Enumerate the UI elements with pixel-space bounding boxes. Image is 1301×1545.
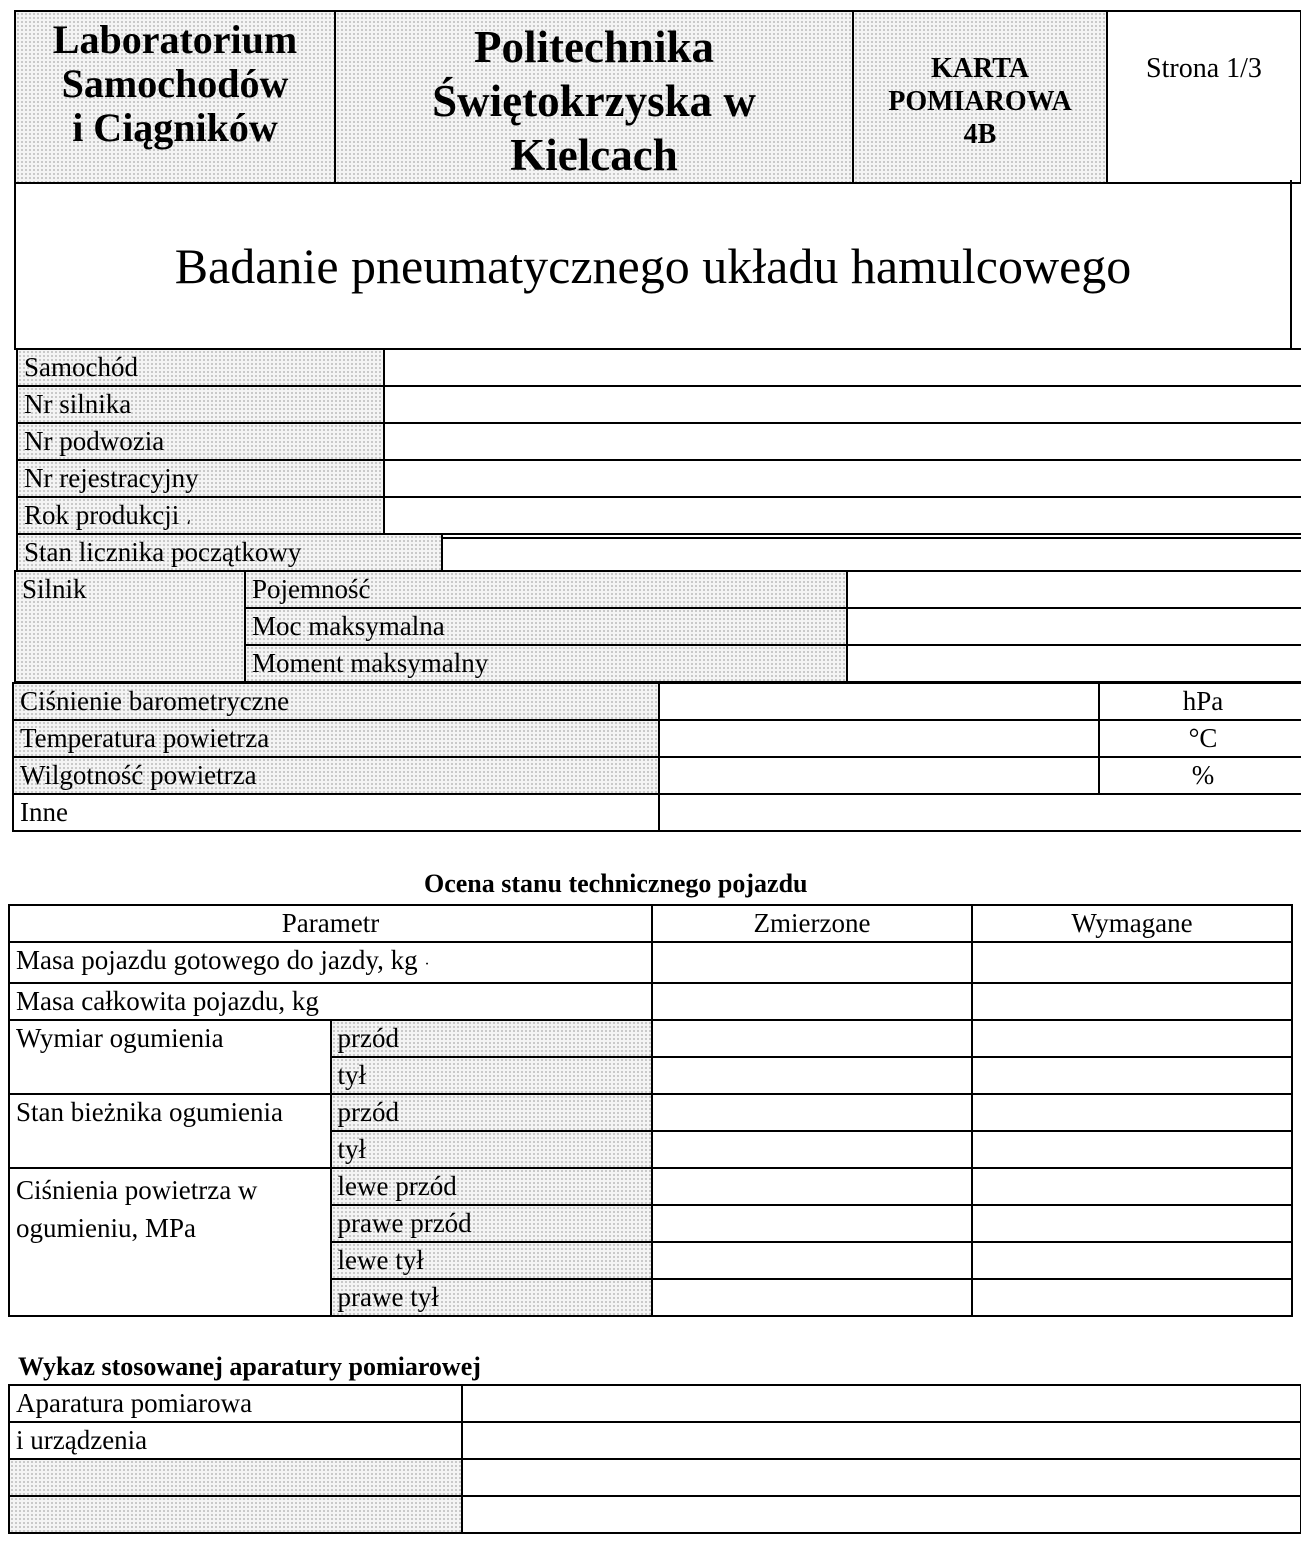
lab-name-line2: Samochodów <box>61 61 289 106</box>
lab-name-cell <box>15 11 335 183</box>
right-rear-required[interactable] <box>972 1279 1292 1316</box>
measurement-card-cell <box>853 11 1107 183</box>
vehicle-table-1 <box>16 348 1301 539</box>
left-front-measured[interactable] <box>652 1168 972 1205</box>
chassis-no-label: Nr podwozia <box>17 423 384 460</box>
equipment-caption: Wykaz stosowanej aparatury pomiarowej <box>18 1352 481 1381</box>
card-number: 4B <box>963 119 997 150</box>
odometer-value[interactable] <box>442 534 1301 571</box>
header-table <box>14 10 1301 184</box>
tire-size-front-measured[interactable] <box>652 1020 972 1057</box>
tire-size-front-label: przód <box>331 1020 653 1057</box>
production-year-label: Rok produkcji ، <box>17 497 384 538</box>
equipment-label-4[interactable] <box>9 1496 462 1533</box>
car-value[interactable] <box>384 349 1301 386</box>
right-rear-label: prawe tył <box>331 1279 653 1316</box>
temperature-unit: °C <box>1099 720 1301 757</box>
left-front-required[interactable] <box>972 1168 1292 1205</box>
equipment-value-1[interactable] <box>462 1385 1301 1422</box>
page-number-cell <box>1107 11 1301 183</box>
tread-rear-measured[interactable] <box>652 1131 972 1168</box>
stray-mark: ، <box>186 511 192 528</box>
engine-label: Silnik <box>15 571 245 682</box>
left-rear-measured[interactable] <box>652 1242 972 1279</box>
mass-total-required[interactable] <box>972 983 1292 1020</box>
mass-ready-required[interactable] <box>972 942 1292 983</box>
tire-size-label: Wymiar ogumienia <box>9 1020 331 1094</box>
tread-state-label: Stan bieżnika ogumienia <box>9 1094 331 1168</box>
col-required-header: Wymagane <box>972 905 1292 942</box>
right-rear-measured[interactable] <box>652 1279 972 1316</box>
temperature-label: Temperatura powietrza <box>13 720 659 757</box>
lab-name-line3: i Ciągników <box>72 105 278 150</box>
assessment-table <box>8 904 1293 1317</box>
engine-table <box>14 570 1301 683</box>
university-name-line3: Kielcach <box>510 130 678 180</box>
left-rear-required[interactable] <box>972 1242 1292 1279</box>
university-name-cell <box>335 11 853 183</box>
engine-no-value[interactable] <box>384 386 1301 423</box>
stray-dot: · <box>424 956 430 973</box>
right-front-measured[interactable] <box>652 1205 972 1242</box>
equipment-table <box>8 1384 1301 1534</box>
tire-size-rear-measured[interactable] <box>652 1057 972 1094</box>
right-front-label: prawe przód <box>331 1205 653 1242</box>
equipment-label-line1: Aparatura pomiarowa <box>9 1385 462 1422</box>
assessment-caption: Ocena stanu technicznego pojazdu <box>424 869 808 898</box>
equipment-label-line2: i urządzenia <box>9 1422 462 1459</box>
university-name-line1: Politechnika <box>473 22 714 72</box>
document-title: Badanie pneumatycznego układu hamulcowego <box>174 238 1132 294</box>
lab-name-line1: Laboratorium <box>52 17 298 62</box>
registration-no-value[interactable] <box>384 460 1301 497</box>
col-parameter-header: Parametr <box>9 905 652 942</box>
max-torque-value[interactable] <box>847 645 1301 682</box>
tire-size-rear-label: tył <box>331 1057 653 1094</box>
capacity-label: Pojemność <box>245 571 847 608</box>
tread-rear-label: tył <box>331 1131 653 1168</box>
tread-front-measured[interactable] <box>652 1094 972 1131</box>
equipment-value-4[interactable] <box>462 1496 1301 1533</box>
mass-ready-measured[interactable] <box>652 942 972 983</box>
production-year-value[interactable] <box>384 497 1301 538</box>
card-title-line1: KARTA <box>930 53 1030 84</box>
humidity-label: Wilgotność powietrza <box>13 757 659 794</box>
tire-size-rear-required[interactable] <box>972 1057 1292 1094</box>
left-rear-label: lewe tył <box>331 1242 653 1279</box>
other-value[interactable] <box>659 794 1301 831</box>
tread-rear-required[interactable] <box>972 1131 1292 1168</box>
page-number: Strona 1/3 <box>1146 53 1262 84</box>
pressure-unit: hPa <box>1099 683 1301 720</box>
max-power-label: Moc maksymalna <box>245 608 847 645</box>
capacity-value[interactable] <box>847 571 1301 608</box>
max-torque-label: Moment maksymalny <box>245 645 847 682</box>
card-title-line2: POMIAROWA <box>888 86 1072 117</box>
tread-front-label: przód <box>331 1094 653 1131</box>
tire-pressure-label: Ciśnienia powietrza w ogumieniu, MPa <box>9 1168 331 1316</box>
vehicle-table-2 <box>16 533 1301 572</box>
other-label: Inne <box>13 794 659 831</box>
pressure-value[interactable] <box>659 683 1099 720</box>
col-measured-header: Zmierzone <box>652 905 972 942</box>
document-title-box <box>14 180 1292 350</box>
university-name-line2: Świętokrzyska w <box>432 76 756 126</box>
temperature-value[interactable] <box>659 720 1099 757</box>
chassis-no-value[interactable] <box>384 423 1301 460</box>
mass-ready-label: Masa pojazdu gotowego do jazdy, kg · <box>9 942 652 983</box>
odometer-label: Stan licznika początkowy <box>17 534 442 571</box>
right-front-required[interactable] <box>972 1205 1292 1242</box>
equipment-value-3[interactable] <box>462 1459 1301 1496</box>
equipment-value-2[interactable] <box>462 1422 1301 1459</box>
tread-front-required[interactable] <box>972 1094 1292 1131</box>
mass-total-measured[interactable] <box>652 983 972 1020</box>
equipment-label-3[interactable] <box>9 1459 462 1496</box>
tire-size-front-required[interactable] <box>972 1020 1292 1057</box>
humidity-value[interactable] <box>659 757 1099 794</box>
conditions-table <box>12 682 1301 832</box>
pressure-label: Ciśnienie barometryczne <box>13 683 659 720</box>
registration-no-label: Nr rejestracyjny <box>17 460 384 497</box>
car-label: Samochód <box>17 349 384 386</box>
mass-total-label: Masa całkowita pojazdu, kg <box>9 983 652 1020</box>
left-front-label: lewe przód <box>331 1168 653 1205</box>
engine-no-label: Nr silnika <box>17 386 384 423</box>
max-power-value[interactable] <box>847 608 1301 645</box>
humidity-unit: % <box>1099 757 1301 794</box>
